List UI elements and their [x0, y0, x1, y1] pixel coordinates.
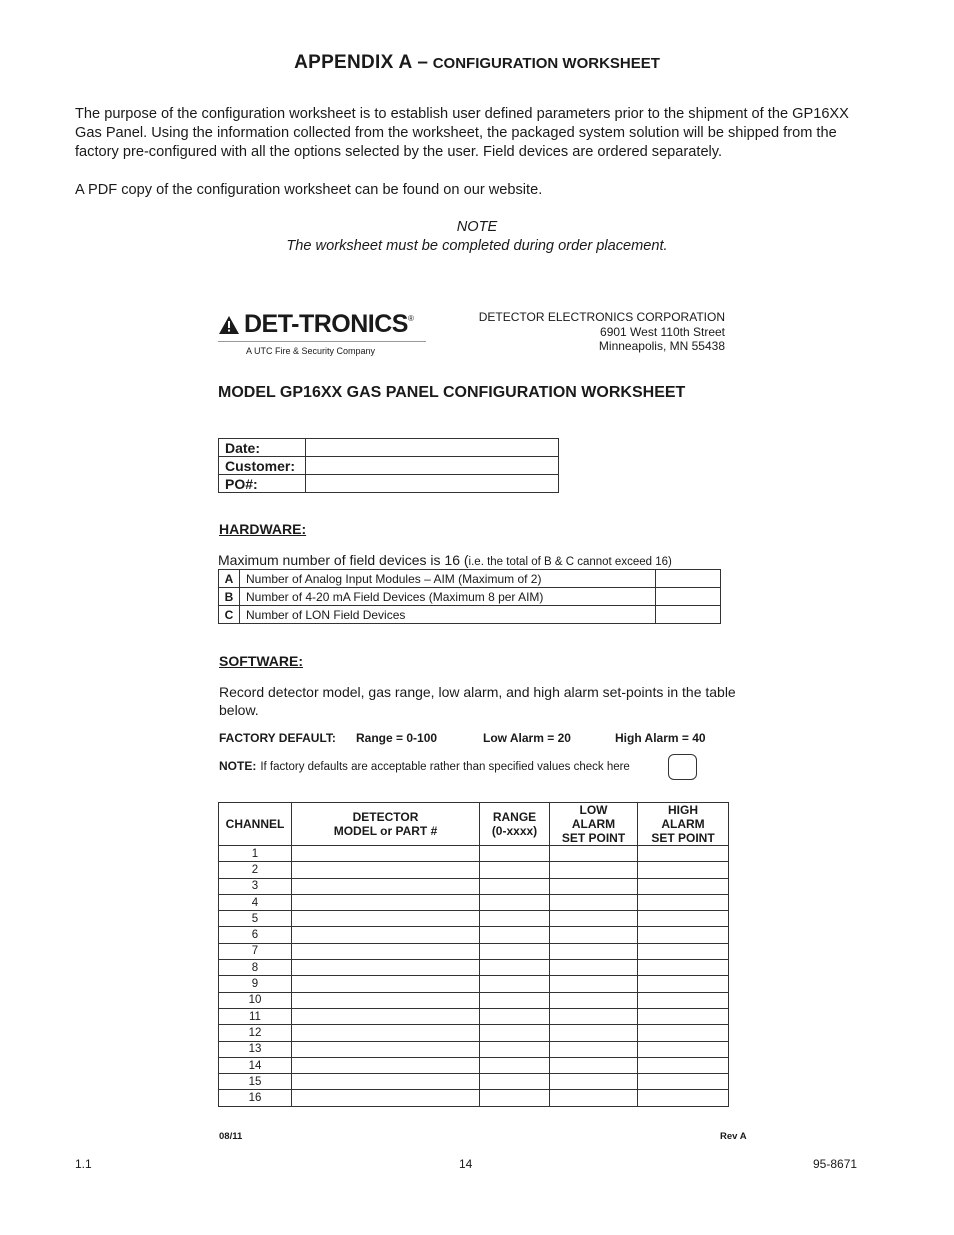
default-low-alarm: Low Alarm = 20 [483, 731, 571, 745]
low-alarm-field[interactable] [550, 1025, 638, 1041]
channel-table-body [219, 846, 729, 1107]
footer-section: 1.1 [75, 1157, 92, 1171]
high-alarm-field[interactable] [638, 1074, 729, 1090]
range-header-line1: RANGE [492, 810, 537, 824]
detector-model-field[interactable] [292, 1057, 480, 1073]
range-field[interactable] [480, 878, 550, 894]
table-row [219, 894, 729, 910]
table-row [219, 992, 729, 1008]
detector-model-field[interactable] [292, 862, 480, 878]
high-alarm-field[interactable] [638, 1041, 729, 1057]
high-alarm-field[interactable] [638, 927, 729, 943]
hardware-value-field[interactable] [656, 570, 721, 588]
hardware-description: Number of 4-20 mA Field Devices (Maximum 8 per AIM) [240, 588, 656, 606]
hardware-colon: : [301, 521, 307, 537]
high-alarm-field[interactable] [638, 1025, 729, 1041]
range-field[interactable] [480, 943, 550, 959]
customer-field[interactable] [306, 457, 559, 475]
range-field[interactable] [480, 1041, 550, 1057]
detector-model-field[interactable] [292, 1008, 480, 1024]
detector-model-field[interactable] [292, 1090, 480, 1106]
table-row [219, 606, 721, 624]
high-alarm-field[interactable] [638, 992, 729, 1008]
hardware-description: Number of LON Field Devices [240, 606, 656, 624]
hardware-value-field[interactable] [656, 588, 721, 606]
table-row [219, 1074, 729, 1090]
low-alarm-field[interactable] [550, 976, 638, 992]
table-row [219, 943, 729, 959]
table-row [219, 588, 721, 606]
channel-number: 16 [219, 1090, 292, 1106]
range-field[interactable] [480, 927, 550, 943]
company-address [479, 310, 725, 354]
high-alarm-field[interactable] [638, 846, 729, 862]
table-row [219, 878, 729, 894]
low-header-line2: ALARM [571, 817, 616, 831]
hardware-key: B [219, 588, 240, 606]
channel-table-header [219, 803, 729, 846]
high-alarm-field[interactable] [638, 1008, 729, 1024]
hardware-lead-small: i.e. the total of B & C cannot exceed 16) [468, 556, 672, 568]
high-alarm-field[interactable] [638, 976, 729, 992]
low-alarm-field[interactable] [550, 960, 638, 976]
table-row [219, 1025, 729, 1041]
page-title [0, 52, 954, 74]
low-header-line1: LOW [579, 803, 608, 817]
channel-number: 15 [219, 1074, 292, 1090]
range-header [480, 803, 550, 846]
table-row [219, 570, 721, 588]
footer-rev: Rev A [720, 1131, 747, 1142]
table-row [219, 1057, 729, 1073]
detector-model-field[interactable] [292, 846, 480, 862]
low-alarm-field[interactable] [550, 992, 638, 1008]
detector-model-field[interactable] [292, 992, 480, 1008]
intro-paragraph-1: The purpose of the configuration worksheet is to establish user defined parameters prior to the shipment of the GP16XX Gas Panel. Using the information collected from the worksheet, the packaged system solution will be shipped from the factory pre-configured with all the options selected by the user. Field devices are ordered separately. [75, 106, 849, 160]
channel-number: 13 [219, 1041, 292, 1057]
default-high-alarm: High Alarm = 40 [615, 731, 706, 745]
channel-number: 11 [219, 1008, 292, 1024]
detector-model-field[interactable] [292, 927, 480, 943]
note-label: NOTE [456, 219, 498, 235]
range-field[interactable] [480, 862, 550, 878]
default-range: Range = 0-100 [356, 731, 438, 745]
high-alarm-field[interactable] [638, 911, 729, 927]
low-alarm-header [550, 803, 638, 846]
software-instructions: Record detector model, gas range, low alarm, and high alarm set-points in the table below. [219, 684, 736, 718]
channel-number: 1 [219, 846, 292, 862]
customer-row [219, 457, 559, 475]
software-note-text: If factory defaults are acceptable rather than specified values check here [260, 761, 630, 773]
detector-model-field[interactable] [292, 976, 480, 992]
company-city: Minneapolis, MN 55438 [598, 339, 725, 353]
logo-divider [218, 341, 426, 342]
defaults-label: FACTORY DEFAULT: [219, 731, 336, 745]
po-row [219, 475, 559, 493]
range-field[interactable] [480, 960, 550, 976]
appendix-subheading: CONFIGURATION WORKSHEET [432, 55, 660, 72]
date-label: Date: [219, 439, 306, 457]
range-field[interactable] [480, 1008, 550, 1024]
channel-number: 3 [219, 878, 292, 894]
low-alarm-field[interactable] [550, 878, 638, 894]
channel-number: 2 [219, 862, 292, 878]
table-row [219, 960, 729, 976]
channel-header-label: CHANNEL [225, 817, 285, 831]
table-row [219, 911, 729, 927]
high-alarm-field[interactable] [638, 943, 729, 959]
registered-mark: ® [407, 314, 414, 323]
range-field[interactable] [480, 911, 550, 927]
low-alarm-field[interactable] [550, 943, 638, 959]
table-row [219, 862, 729, 878]
detector-model-field[interactable] [292, 943, 480, 959]
date-row [219, 439, 559, 457]
channel-number: 7 [219, 943, 292, 959]
channel-number: 4 [219, 894, 292, 910]
low-alarm-field[interactable] [550, 1090, 638, 1106]
logo-wordmark: DET-TRONICS [244, 310, 408, 338]
low-alarm-field[interactable] [550, 927, 638, 943]
po-label: PO#: [219, 475, 306, 493]
software-heading: SOFTWARE: [219, 653, 303, 669]
detector-header [292, 803, 480, 846]
range-field[interactable] [480, 992, 550, 1008]
channel-number: 8 [219, 960, 292, 976]
table-row [219, 927, 729, 943]
range-field[interactable] [480, 1090, 550, 1106]
high-alarm-field[interactable] [638, 894, 729, 910]
channel-table [218, 802, 729, 1107]
channel-header [219, 803, 292, 846]
range-field[interactable] [480, 1025, 550, 1041]
logo-tagline: A UTC Fire & Security Company [246, 346, 376, 356]
note-text: The worksheet must be completed during order placement. [286, 238, 668, 254]
detector-model-field[interactable] [292, 894, 480, 910]
low-alarm-field[interactable] [550, 862, 638, 878]
channel-number: 6 [219, 927, 292, 943]
page-number: 14 [459, 1157, 473, 1171]
range-field[interactable] [480, 894, 550, 910]
high-header-line3: SET POINT [651, 831, 715, 845]
hardware-lead-text: Maximum number of field devices is 16 ( [218, 552, 469, 568]
document-number: 95-8671 [813, 1157, 858, 1171]
low-alarm-field[interactable] [550, 894, 638, 910]
worksheet-title: MODEL GP16XX GAS PANEL CONFIGURATION WORKSHEET [218, 384, 686, 401]
range-header-line2: (0-xxxx) [491, 824, 538, 838]
table-row [219, 1041, 729, 1057]
high-alarm-field[interactable] [638, 862, 729, 878]
table-row [219, 846, 729, 862]
detector-header-line2: MODEL or PART # [333, 824, 438, 838]
high-alarm-field[interactable] [638, 960, 729, 976]
high-alarm-header [638, 803, 729, 846]
low-header-line3: SET POINT [561, 831, 626, 845]
detector-model-field[interactable] [292, 960, 480, 976]
hardware-lead [218, 552, 672, 568]
hardware-title: HARDWARE [219, 521, 302, 537]
low-alarm-field[interactable] [550, 1057, 638, 1073]
low-alarm-field[interactable] [550, 1008, 638, 1024]
range-field[interactable] [480, 846, 550, 862]
low-alarm-field[interactable] [550, 1041, 638, 1057]
channel-number: 12 [219, 1025, 292, 1041]
date-field[interactable] [306, 439, 559, 457]
detector-model-field[interactable] [292, 1025, 480, 1041]
software-note-label: NOTE: [219, 759, 257, 773]
hardware-table [218, 569, 721, 624]
customer-label: Customer: [219, 457, 306, 475]
intro-paragraph-2: A PDF copy of the configuration worksheet can be found on our website. [75, 182, 543, 198]
footer-date: 08/11 [219, 1131, 243, 1142]
range-field[interactable] [480, 976, 550, 992]
detector-header-line1: DETECTOR [352, 810, 419, 824]
det-tronics-logo [218, 310, 430, 356]
table-row [219, 1090, 729, 1106]
high-header-line2: ALARM [661, 817, 705, 831]
detector-model-field[interactable] [292, 878, 480, 894]
hardware-key: A [219, 570, 240, 588]
table-row [219, 976, 729, 992]
order-info-table [218, 438, 559, 493]
company-name: DETECTOR ELECTRONICS CORPORATION [478, 310, 725, 324]
factory-defaults-checkbox[interactable] [668, 754, 697, 780]
hardware-key: C [219, 606, 240, 624]
detector-model-field[interactable] [292, 1074, 480, 1090]
high-header-line1: HIGH [668, 803, 698, 817]
low-alarm-field[interactable] [550, 911, 638, 927]
software-note [219, 759, 630, 773]
channel-number: 5 [219, 911, 292, 927]
detector-model-field[interactable] [292, 1041, 480, 1057]
company-street: 6901 West 110th Street [600, 324, 725, 339]
table-row [219, 1008, 729, 1024]
low-alarm-field[interactable] [550, 1074, 638, 1090]
low-alarm-field[interactable] [550, 846, 638, 862]
high-alarm-field[interactable] [638, 878, 729, 894]
hardware-heading [219, 521, 306, 537]
detector-model-field[interactable] [292, 911, 480, 927]
channel-number: 9 [219, 976, 292, 992]
range-field[interactable] [480, 1074, 550, 1090]
channel-number: 10 [219, 992, 292, 1008]
high-alarm-field[interactable] [638, 1090, 729, 1106]
hardware-description: Number of Analog Input Modules – AIM (Maximum of 2) [240, 570, 656, 588]
appendix-heading: APPENDIX A – [294, 52, 429, 73]
warning-triangle-icon [218, 315, 240, 335]
hardware-value-field[interactable] [656, 606, 721, 624]
po-field[interactable] [306, 475, 559, 493]
channel-number: 14 [219, 1057, 292, 1073]
high-alarm-field[interactable] [638, 1057, 729, 1073]
range-field[interactable] [480, 1057, 550, 1073]
